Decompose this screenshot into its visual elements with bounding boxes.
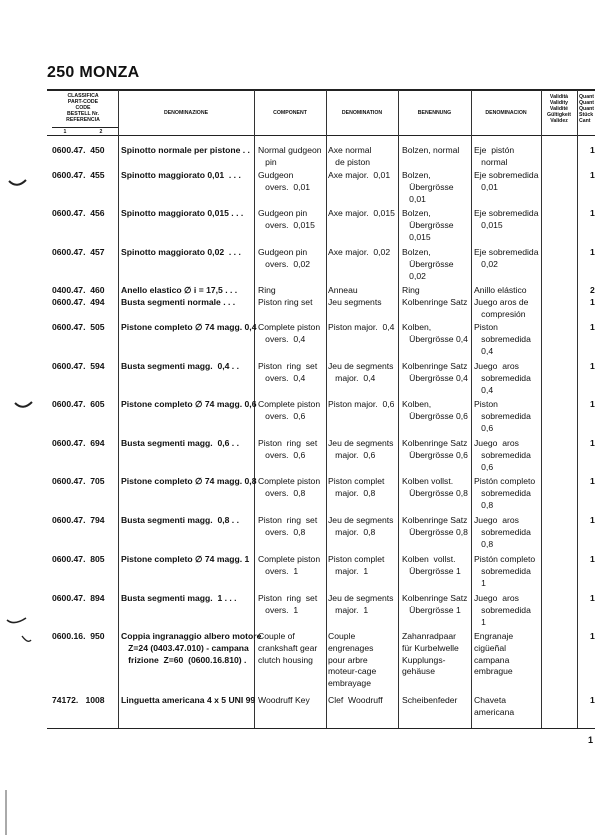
english-description: Piston ring set overs. 0,6 [258, 438, 318, 460]
french-description: Piston major. 0,4 [328, 322, 395, 332]
quantity: 2 [590, 285, 595, 295]
french-description: Axe normal de piston [328, 145, 372, 167]
binding-mark [8, 178, 28, 190]
header-code: CLASSIFICA PART-CODE CODE BESTELL Nr. REFERENCIA [66, 93, 100, 123]
french-description: Couple engrenages pour arbre moteur-cage embrayage [328, 631, 377, 689]
part-code: 0400.47. 460 [52, 285, 105, 295]
spanish-description: Piston sobremedida 0,6 [474, 399, 531, 433]
spanish-description: Juego aros sobremedida 1 [474, 593, 531, 627]
french-description: Axe major. 0,015 [328, 208, 395, 218]
table-top-rule [47, 89, 595, 91]
english-description: Piston ring set overs. 0,8 [258, 515, 318, 537]
french-description: Anneau [328, 285, 358, 295]
french-description: Piston major. 0,6 [328, 399, 395, 409]
spanish-description: Anillo elástico [474, 285, 527, 295]
german-description: Bolzen, Übergrösse 0,02 [402, 247, 454, 281]
table-bottom-rule [47, 728, 595, 729]
quantity: 1 [590, 297, 595, 307]
spanish-description: Pistón completo sobremedida 0,8 [474, 476, 536, 510]
spanish-description: Engranaje cigüeñal campana embrague [474, 631, 514, 677]
spanish-description: Eje sobremedida 0,02 [474, 247, 539, 269]
english-description: Piston ring set overs. 0,4 [258, 361, 318, 383]
german-description: Bolzen, Übergrösse 0,015 [402, 208, 454, 242]
german-description: Kolben, Übergrösse 0,4 [402, 322, 468, 344]
quantity: 1 [590, 170, 595, 180]
german-description: Zahanradpaar für Kurbelwelle Kupplungs- gehäuse [402, 631, 459, 677]
french-description: Piston complet major. 1 [328, 554, 385, 576]
part-code: 0600.47. 594 [52, 361, 105, 371]
spanish-description: Juego aros sobremedida 0,4 [474, 361, 531, 395]
german-description: Kolben vollst. Übergrösse 1 [402, 554, 461, 576]
english-description: Piston ring set [258, 297, 313, 307]
column-divider [541, 90, 542, 728]
header-bottom-rule [47, 135, 595, 136]
binding-mark [6, 610, 32, 650]
french-description: Jeu de segments major. 1 [328, 593, 394, 615]
header-quantity: Quant Quant Quant Stück Cant [579, 94, 594, 124]
header-validity: Validità Validity Validité Gültigkeit Validez [547, 94, 571, 124]
italian-description: Pistone completo ∅ 74 magg. 0,4 [121, 322, 257, 332]
quantity: 1 [590, 322, 595, 332]
german-description: Bolzen, Übergrösse 0,01 [402, 170, 454, 204]
part-code: 0600.47. 505 [52, 322, 105, 332]
french-description: Axe major. 0,01 [328, 170, 391, 180]
part-code: 0600.47. 605 [52, 399, 105, 409]
part-code: 0600.47. 456 [52, 208, 105, 218]
french-description: Jeu de segments major. 0,4 [328, 361, 394, 383]
italian-description: Pistone completo ∅ 74 magg. 0,6 [121, 399, 257, 409]
german-description: Kolben, Übergrösse 0,6 [402, 399, 468, 421]
spanish-description: Piston sobremedida 0,4 [474, 322, 531, 356]
italian-description: Busta segmenti magg. 0,8 . . [121, 515, 239, 525]
part-code: 0600.47. 450 [52, 145, 105, 155]
german-description: Ring [402, 285, 420, 295]
german-description: Scheibenfeder [402, 695, 458, 705]
quantity: 1 [590, 247, 595, 257]
spanish-description: Chaveta americana [474, 695, 515, 717]
header-code-sub1: 1 [63, 129, 67, 135]
english-description: Piston ring set overs. 1 [258, 593, 318, 615]
french-description: Jeu de segments major. 0,8 [328, 515, 394, 537]
french-description: Axe major. 0,02 [328, 247, 391, 257]
header-english: COMPONENT [273, 110, 307, 116]
quantity: 1 [590, 361, 595, 371]
french-description: Jeu segments [328, 297, 382, 307]
quantity: 1 [590, 631, 595, 641]
spanish-description: Juego aros sobremedida 0,6 [474, 438, 531, 472]
quantity: 1 [590, 208, 595, 218]
italian-description: Busta segmenti magg. 0,6 . . [121, 438, 239, 448]
part-code: 0600.16. 950 [52, 631, 105, 641]
part-code: 74172. 1008 [52, 695, 105, 705]
english-description: Woodruff Key [258, 695, 310, 705]
italian-description: Pistone completo ∅ 74 magg. 0,8 [121, 476, 257, 486]
italian-description: Busta segmenti normale . . . [121, 297, 236, 307]
german-description: Kolbenringe Satz Übergrösse 0,6 [402, 438, 468, 460]
quantity: 1 [590, 515, 595, 525]
quantity: 1 [590, 476, 595, 486]
column-divider [326, 90, 327, 728]
quantity: 1 [590, 554, 595, 564]
french-description: Piston complet major. 0,8 [328, 476, 385, 498]
german-description: Kolben vollst. Übergrösse 0,8 [402, 476, 468, 498]
italian-description: Busta segmenti magg. 0,4 . . [121, 361, 239, 371]
header-french: DENOMINATION [341, 110, 383, 116]
spanish-description: Juego aros de compresión [474, 297, 529, 319]
part-code: 0600.47. 457 [52, 247, 105, 257]
part-code: 0600.47. 705 [52, 476, 105, 486]
french-description: Jeu de segments major. 0,6 [328, 438, 394, 460]
spanish-description: Eje pistón normal [474, 145, 515, 167]
english-description: Couple of crankshaft gear clutch housing [258, 631, 318, 665]
part-code: 0600.47. 794 [52, 515, 105, 525]
german-description: Kolbenringe Satz Übergrösse 0,4 [402, 361, 468, 383]
column-divider [471, 90, 472, 728]
french-description: Clef Woodruff [328, 695, 383, 705]
column-divider [118, 90, 119, 728]
quantity: 1 [590, 145, 595, 155]
english-description: Gudgeon pin overs. 0,015 [258, 208, 315, 230]
german-description: Kolbenringe Satz Übergrösse 0,8 [402, 515, 468, 537]
english-description: Complete piston overs. 0,8 [258, 476, 321, 498]
italian-description: Spinotto maggiorato 0,01 . . . [121, 170, 241, 180]
quantity: 1 [590, 593, 595, 603]
binding-mark [14, 400, 34, 412]
part-code: 0600.47. 455 [52, 170, 105, 180]
binding-mark [4, 790, 8, 835]
header-german: BENENNUNG [417, 110, 452, 116]
part-code: 0600.47. 694 [52, 438, 105, 448]
spanish-description: Eje sobremedida 0,01 [474, 170, 539, 192]
header-code-sub2: 2 [99, 129, 103, 135]
header-spanish: DENOMINACION [485, 110, 527, 116]
italian-description: Busta segmenti magg. 1 . . . [121, 593, 237, 603]
italian-description: Spinotto maggiorato 0,02 . . . [121, 247, 241, 257]
german-description: Kolbenringe Satz Übergrösse 1 [402, 593, 468, 615]
english-description: Gudgeon pin overs. 0,02 [258, 247, 311, 269]
part-code: 0600.47. 494 [52, 297, 105, 307]
part-code: 0600.47. 805 [52, 554, 105, 564]
page-number: 1 [588, 735, 594, 745]
spanish-description: Eje sobremedida 0,015 [474, 208, 539, 230]
english-description: Complete piston overs. 0,4 [258, 322, 321, 344]
page-title: 250 MONZA [47, 64, 140, 81]
header-italian: DENOMINAZIONE [163, 110, 209, 116]
english-description: Complete piston overs. 1 [258, 554, 321, 576]
part-code: 0600.47. 894 [52, 593, 105, 603]
german-description: Bolzen, normal [402, 145, 460, 155]
german-description: Kolbenringe Satz [402, 297, 468, 307]
italian-description: Pistone completo ∅ 74 magg. 1 [121, 554, 250, 564]
column-divider [398, 90, 399, 728]
spanish-description: Juego aros sobremedida 0,8 [474, 515, 531, 549]
italian-description: Coppia ingranaggio albero motore Z=24 (0403.47.010) - campana frizione Z=60 (0600.16.810) . [121, 631, 262, 665]
english-description: Gudgeon overs. 0,01 [258, 170, 311, 192]
column-divider [577, 90, 578, 728]
english-description: Ring [258, 285, 276, 295]
english-description: Normal gudgeon pin [258, 145, 322, 167]
quantity: 1 [590, 695, 595, 705]
spanish-description: Pistón completo sobremedida 1 [474, 554, 536, 588]
quantity: 1 [590, 438, 595, 448]
code-subheader-rule [52, 127, 118, 128]
english-description: Complete piston overs. 0,6 [258, 399, 321, 421]
quantity: 1 [590, 399, 595, 409]
italian-description: Spinotto normale per pistone . . [121, 145, 250, 155]
italian-description: Anello elastico ∅ i = 17,5 . . . [121, 285, 238, 295]
italian-description: Spinotto maggiorato 0,015 . . . [121, 208, 244, 218]
italian-description: Linguetta americana 4 x 5 UNI 99 [121, 695, 256, 705]
